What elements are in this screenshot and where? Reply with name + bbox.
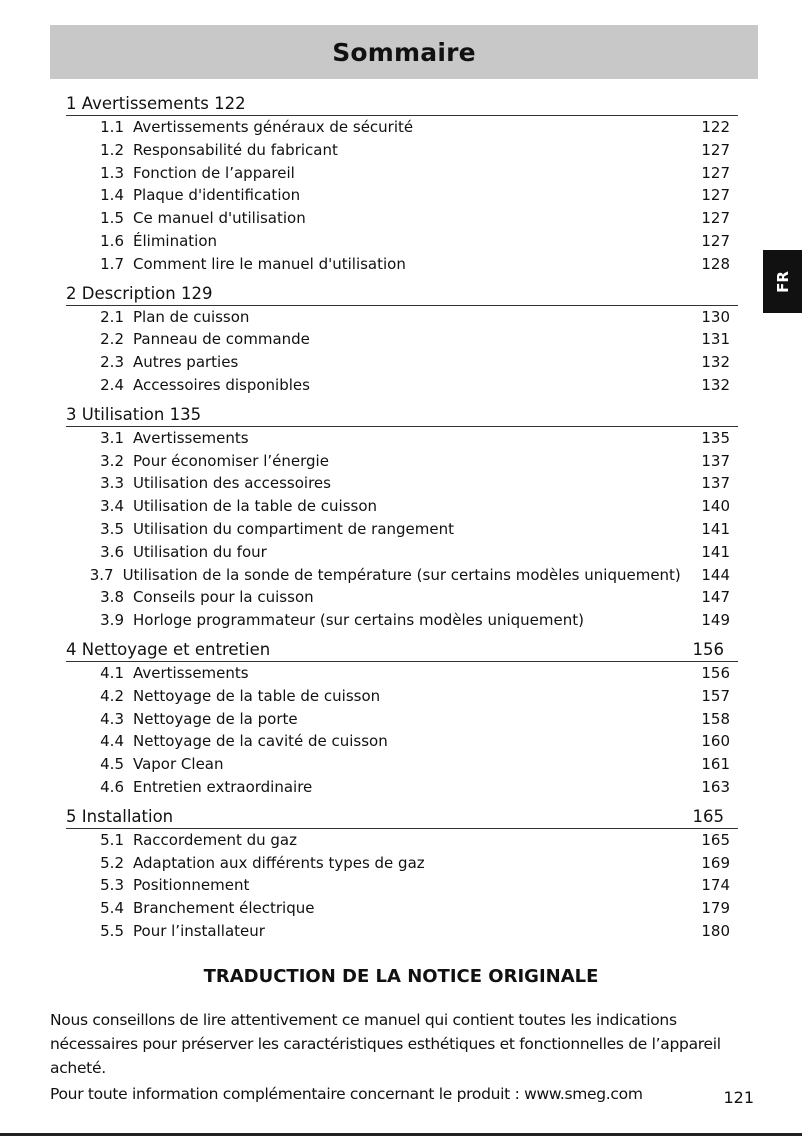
entry-number: 1.1 bbox=[100, 118, 124, 136]
entry-page: 160 bbox=[701, 732, 730, 751]
entry-number: 3.3 bbox=[100, 474, 124, 493]
toc-entry[interactable] bbox=[66, 230, 730, 253]
entry-label: Utilisation du compartiment de rangement bbox=[133, 519, 454, 538]
entry-label: Conseils pour la cuisson bbox=[133, 588, 314, 607]
toc-section bbox=[66, 401, 738, 632]
toc-entry[interactable] bbox=[66, 116, 730, 139]
entry-number: 4.3 bbox=[100, 709, 124, 728]
entry-page: 147 bbox=[701, 588, 730, 607]
section-page: 156 bbox=[692, 639, 724, 659]
entry-label: Utilisation des accessoires bbox=[133, 474, 331, 493]
toc-entry[interactable] bbox=[66, 351, 730, 374]
section-title: 5 Installation bbox=[66, 806, 174, 826]
toc-section-heading[interactable] bbox=[66, 636, 738, 662]
entry-number: 2.3 bbox=[100, 353, 124, 372]
toc-section bbox=[66, 280, 738, 397]
toc-entry[interactable] bbox=[66, 662, 730, 685]
entry-page: 140 bbox=[701, 497, 730, 516]
translation-notice: TRADUCTION DE LA NOTICE ORIGINALE bbox=[203, 966, 599, 987]
entry-number: 3.1 bbox=[100, 428, 124, 447]
entry-label: Horloge programmateur (sur certains modèles uniquement) bbox=[133, 611, 584, 630]
toc-entry[interactable] bbox=[66, 450, 730, 473]
toc-section-heading[interactable] bbox=[66, 803, 738, 829]
toc-entry[interactable] bbox=[66, 586, 730, 609]
toc-entry[interactable] bbox=[66, 184, 730, 207]
toc-entry[interactable] bbox=[66, 306, 730, 329]
entry-page: 169 bbox=[701, 853, 730, 872]
entry-page: 135 bbox=[701, 428, 730, 447]
entry-label: Positionnement bbox=[133, 876, 250, 895]
toc-section bbox=[66, 90, 738, 276]
entry-number: 3.8 bbox=[100, 588, 124, 607]
toc-entry[interactable] bbox=[66, 541, 730, 564]
toc-entry[interactable] bbox=[66, 162, 730, 185]
entry-page: 158 bbox=[701, 709, 730, 728]
section-page: 165 bbox=[692, 806, 724, 826]
entry-page: 179 bbox=[701, 899, 730, 918]
entry-label: Adaptation aux différents types de gaz bbox=[133, 853, 425, 872]
entry-number: 2.2 bbox=[100, 330, 124, 349]
entry-page: 157 bbox=[701, 686, 730, 705]
entry-number: 1.6 bbox=[100, 231, 124, 250]
entry-page: 174 bbox=[701, 876, 730, 895]
toc-entry[interactable] bbox=[66, 427, 730, 450]
entry-page: 127 bbox=[701, 209, 730, 228]
entry-label: Panneau de commande bbox=[133, 330, 310, 349]
entry-page: 141 bbox=[701, 519, 730, 538]
entry-page: 122 bbox=[701, 118, 730, 136]
entry-page: 137 bbox=[701, 451, 730, 470]
entry-number: 2.4 bbox=[100, 375, 124, 394]
toc-entry[interactable] bbox=[66, 328, 730, 351]
entry-label: Avertissements bbox=[133, 663, 249, 682]
entry-page: 131 bbox=[701, 330, 730, 349]
page-title bbox=[50, 25, 758, 79]
entry-label: Pour économiser l’énergie bbox=[133, 451, 329, 470]
entry-number: 4.2 bbox=[100, 686, 124, 705]
entry-page: 132 bbox=[701, 353, 730, 372]
entry-number: 5.1 bbox=[100, 830, 124, 849]
toc-section bbox=[66, 636, 738, 799]
toc-entry[interactable] bbox=[66, 472, 730, 495]
entry-number: 2.1 bbox=[100, 307, 124, 326]
toc-entry[interactable] bbox=[66, 920, 730, 943]
entry-label: Nettoyage de la porte bbox=[133, 709, 298, 728]
entry-label: Nettoyage de la table de cuisson bbox=[133, 686, 381, 705]
toc-entry[interactable] bbox=[66, 685, 730, 708]
toc-entry[interactable] bbox=[66, 495, 730, 518]
section-title: 2 Description 129 bbox=[66, 283, 213, 303]
toc-entry[interactable] bbox=[66, 852, 730, 875]
toc-entry[interactable] bbox=[66, 139, 730, 162]
toc-entry[interactable] bbox=[66, 776, 730, 799]
toc-entry[interactable] bbox=[66, 207, 730, 230]
entry-label: Vapor Clean bbox=[133, 755, 224, 774]
entry-number: 5.2 bbox=[100, 853, 124, 872]
entry-label: Autres parties bbox=[133, 353, 239, 372]
entry-number: 1.4 bbox=[100, 186, 124, 205]
language-tab bbox=[763, 250, 802, 313]
entry-page: 127 bbox=[701, 231, 730, 250]
entry-number: 3.7 bbox=[89, 565, 114, 584]
toc-entry[interactable] bbox=[66, 564, 730, 587]
entry-label: Responsabilité du fabricant bbox=[133, 140, 338, 159]
toc-entry[interactable] bbox=[66, 897, 730, 920]
toc-entry[interactable] bbox=[66, 753, 730, 776]
entry-label: Plaque d'identification bbox=[133, 186, 301, 205]
entry-label: Nettoyage de la cavité de cuisson bbox=[133, 732, 388, 751]
entry-page: 180 bbox=[701, 921, 730, 940]
entry-page: 127 bbox=[701, 140, 730, 159]
section-title: 1 Avertissements 122 bbox=[66, 94, 246, 113]
toc-entry[interactable] bbox=[66, 730, 730, 753]
toc-entry[interactable] bbox=[66, 609, 730, 632]
entry-label: Pour l’installateur bbox=[133, 921, 265, 940]
entry-number: 5.4 bbox=[100, 899, 124, 918]
toc-entry[interactable] bbox=[66, 374, 730, 397]
entry-label: Raccordement du gaz bbox=[133, 830, 297, 849]
entry-page: 132 bbox=[701, 375, 730, 394]
entry-number: 3.9 bbox=[100, 611, 124, 630]
entry-number: 5.3 bbox=[100, 876, 124, 895]
entry-label: Comment lire le manuel d'utilisation bbox=[133, 254, 406, 273]
entry-label: Utilisation du four bbox=[133, 542, 267, 561]
entry-number: 5.5 bbox=[100, 921, 124, 940]
table-of-contents bbox=[66, 90, 738, 947]
page-title-text: Sommaire bbox=[332, 37, 476, 67]
entry-number: 1.7 bbox=[100, 254, 124, 273]
toc-entry[interactable] bbox=[66, 829, 730, 852]
entry-label: Entretien extraordinaire bbox=[133, 777, 313, 796]
entry-label: Utilisation de la sonde de température (sur certains modèles uniquement) bbox=[122, 565, 681, 584]
entry-number: 4.5 bbox=[100, 755, 124, 774]
intro-paragraph: Nous conseillons de lire attentivement ce manuel qui contient toutes les indications nécessaires pour préserver les caractéristiques esthétiques et fonctionnelles de l’appareil acheté. bbox=[50, 1011, 721, 1077]
entry-page: 156 bbox=[701, 663, 730, 682]
entry-page: 163 bbox=[701, 777, 730, 796]
entry-number: 1.3 bbox=[100, 163, 124, 182]
toc-section-heading[interactable] bbox=[66, 280, 738, 306]
entry-label: Élimination bbox=[133, 231, 218, 250]
entry-number: 1.5 bbox=[100, 209, 124, 228]
toc-entry[interactable] bbox=[66, 518, 730, 541]
language-tab-label: FR bbox=[773, 270, 792, 293]
entry-number: 4.1 bbox=[100, 663, 124, 682]
entry-page: 127 bbox=[701, 163, 730, 182]
entry-number: 3.6 bbox=[100, 542, 124, 561]
entry-label: Avertissements bbox=[133, 428, 249, 447]
entry-number: 1.2 bbox=[100, 140, 124, 159]
entry-page: 128 bbox=[701, 254, 730, 273]
toc-entry[interactable] bbox=[66, 708, 730, 731]
section-title: 3 Utilisation 135 bbox=[66, 404, 202, 424]
entry-label: Utilisation de la table de cuisson bbox=[133, 497, 378, 516]
entry-page: 141 bbox=[701, 542, 730, 561]
toc-section-heading[interactable] bbox=[66, 90, 738, 116]
entry-page: 161 bbox=[701, 755, 730, 774]
entry-label: Fonction de l’appareil bbox=[133, 163, 295, 182]
entry-page: 165 bbox=[701, 830, 730, 849]
entry-page: 144 bbox=[701, 565, 730, 584]
entry-label: Avertissements généraux de sécurité bbox=[133, 118, 414, 136]
entry-number: 3.4 bbox=[100, 497, 124, 516]
entry-label: Branchement électrique bbox=[133, 899, 315, 918]
entry-page: 130 bbox=[701, 307, 730, 326]
entry-page: 149 bbox=[701, 611, 730, 630]
entry-label: Plan de cuisson bbox=[133, 307, 250, 326]
entry-page: 127 bbox=[701, 186, 730, 205]
section-title: 4 Nettoyage et entretien bbox=[66, 639, 271, 659]
website-line: Pour toute information complémentaire concernant le produit : www.smeg.com bbox=[50, 1085, 643, 1103]
toc-section bbox=[66, 803, 738, 943]
entry-number: 3.2 bbox=[100, 451, 124, 470]
entry-number: 3.5 bbox=[100, 519, 124, 538]
entry-number: 4.6 bbox=[100, 777, 124, 796]
toc-section-heading[interactable] bbox=[66, 401, 738, 427]
entry-number: 4.4 bbox=[100, 732, 124, 751]
page-number: 121 bbox=[723, 1088, 754, 1107]
intro-text bbox=[50, 1008, 760, 1106]
toc-entry[interactable] bbox=[66, 874, 730, 897]
entry-page: 137 bbox=[701, 474, 730, 493]
entry-label: Accessoires disponibles bbox=[133, 375, 310, 394]
entry-label: Ce manuel d'utilisation bbox=[133, 209, 306, 228]
toc-entry[interactable] bbox=[66, 253, 730, 276]
